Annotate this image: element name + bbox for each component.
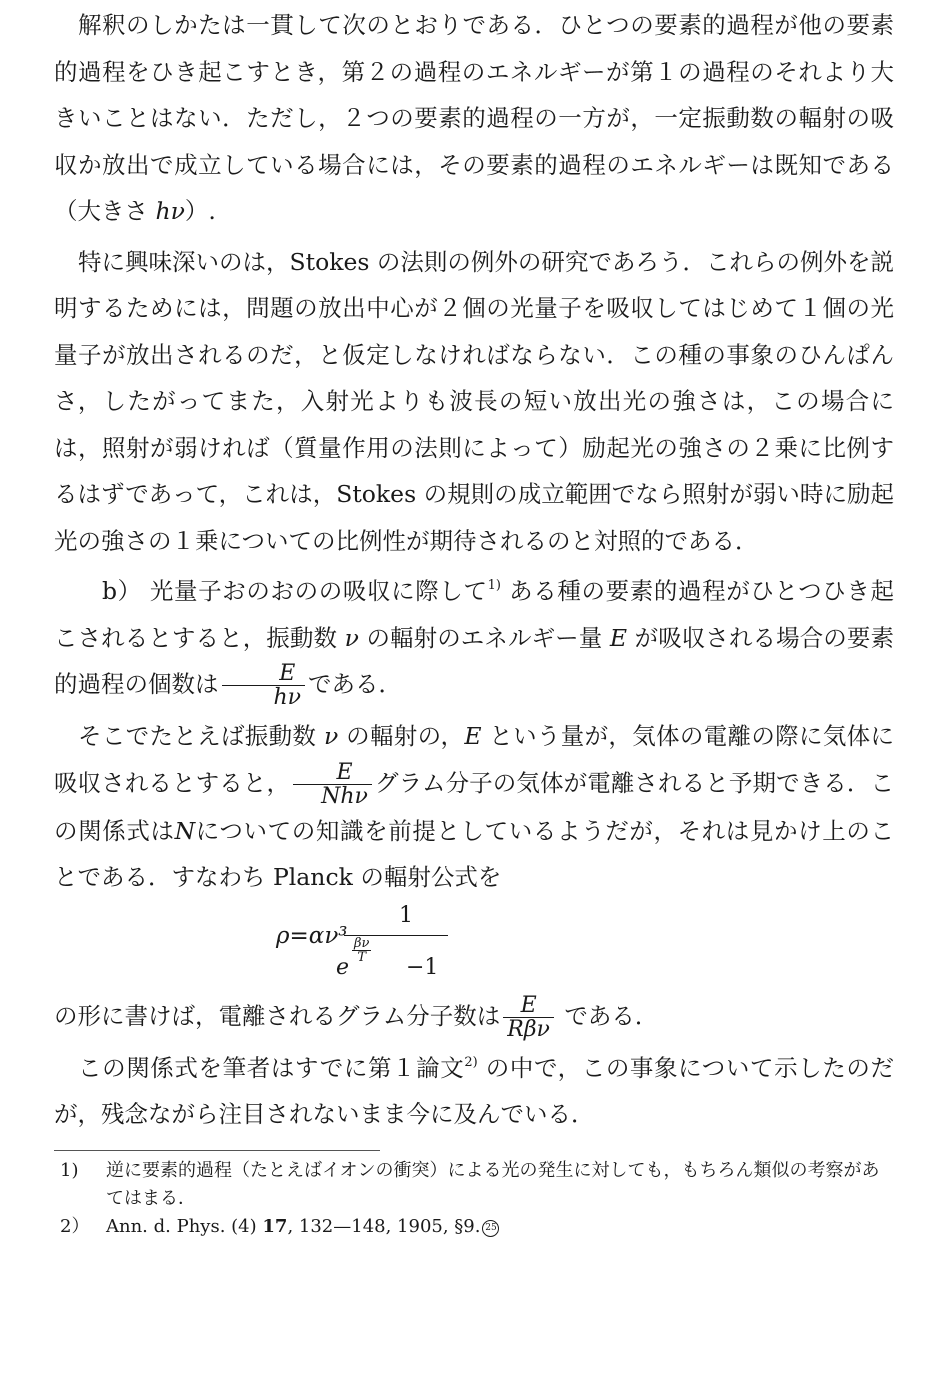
footnote-ref-2[interactable]: 2) — [464, 1054, 478, 1070]
fraction-E-over-h-nu — [222, 662, 306, 709]
math-E: E — [609, 623, 628, 652]
footnote-ref-1[interactable]: 1) — [487, 578, 501, 593]
paragraph-4-text-c: という量が，気体の電離の際に気体に吸収されるとすると， — [54, 722, 894, 797]
formula-e: e — [336, 954, 350, 980]
paragraph-2 — [54, 239, 894, 565]
citation-pages: , 132—148, 1905, §9. — [287, 1215, 481, 1237]
paragraph-1 — [54, 2, 894, 235]
math-nu: ν — [324, 722, 339, 751]
footnote-1 — [54, 1157, 894, 1213]
paragraph-4-text-a: そこでたとえば振動数 — [78, 722, 325, 751]
paragraph-3-text-a: b） 光量子おのおのの吸収に際して — [102, 577, 488, 605]
exponent-denominator: T — [357, 949, 367, 965]
paragraph-4-text-b: の輻射の， — [338, 722, 465, 751]
planck-formula — [54, 901, 894, 993]
citation-volume: 17 — [262, 1215, 288, 1237]
page — [54, 0, 894, 1241]
paragraph-3-text-b: ある種の要素的過程がひとつひき起こされるとすると，振動数 — [54, 577, 895, 652]
paragraph-5-text-b: である． — [556, 1001, 659, 1030]
footnote-text — [106, 1213, 894, 1241]
paragraph-3-text-e: である． — [308, 670, 403, 698]
fraction-E-over-N-h-nu — [293, 761, 372, 808]
formula-lhs: ρ=αν³ — [276, 922, 348, 949]
paragraph-1-text: 解釈のしかたは一貫して次のとおりである．ひとつの要素的過程が他の要素的過程をひき起こすとき，第２の過程のエネルギーが第１の過程のそれより大きいことはない．ただし，２つの要素的過程の一方が，一定振動数の輻射の吸収か放出で成立している場合には，その要素的過程のエネルギーは既知である（大きさ — [54, 11, 894, 225]
formula-numerator: 1 — [399, 902, 413, 928]
footnote-number: 1) — [60, 1159, 79, 1181]
math-h-nu: hν — [155, 197, 185, 225]
circled-number-icon: 25 — [482, 1220, 499, 1237]
fraction-numerator: E — [222, 662, 306, 686]
footnote-text: 逆に要素的過程（たとえばイオンの衝突）による光の発生に対しても，もちろん類似の考察があてはまる． — [106, 1159, 880, 1209]
footnote-number: 2） — [60, 1215, 90, 1237]
footnotes — [54, 1157, 894, 1241]
math-N: N — [174, 816, 196, 845]
paragraph-3-text-c: の輻射のエネルギー量 — [358, 623, 610, 652]
fraction-denominator: hν — [273, 685, 302, 710]
paragraph-6-text-b: の中で，この事象について示したのだが，残念ながら注目されないまま今に及んでいる． — [54, 1053, 894, 1129]
paragraph-5 — [54, 993, 894, 1041]
footnote-divider — [54, 1150, 380, 1151]
formula-exponent — [352, 937, 371, 964]
fraction-denominator: Rβν — [507, 1016, 550, 1042]
fraction-numerator: E — [503, 994, 554, 1018]
paragraph-3-text-d: が吸収される場合の要素的過程の個数は — [54, 623, 894, 698]
citation-journal: Ann. d. Phys. (4) — [106, 1215, 263, 1237]
paragraph-3 — [54, 568, 894, 709]
fraction-denominator: Nhν — [321, 783, 368, 809]
paragraph-2-text: 特に興味深いのは，Stokes の法則の例外の研究であろう．これらの例外を説明するためには，問題の放出中心が２個の光量子を吸収してはじめて１個の光量子が放出されるのだ，と仮定しなければならない．この種の事象のひんぱんさ，したがってまた，入射光よりも波長の短い放出光の強さは，この場合には，照射が弱ければ（質量作用の法則によって）励起光の強さの２乗に比例するはずであって，これは，Stokes の規則の成立範囲でなら照射が弱い時に励起光の強さの１乗についての比例性が期待されるのと対照的である． — [54, 247, 894, 555]
footnote-2 — [54, 1213, 894, 1241]
formula-minus-one: −1 — [406, 954, 439, 980]
paragraph-6 — [54, 1045, 894, 1138]
paragraph-1-end: ）. — [184, 197, 216, 225]
math-E: E — [464, 722, 482, 751]
math-nu: ν — [344, 623, 359, 652]
exponent-numerator: βν — [354, 935, 370, 951]
paragraph-6-text-a: この関係式を筆者はすでに第１論文 — [78, 1053, 465, 1082]
paragraph-4-text-d: グラム分子の気体が電離されると予期できる．この関係式は — [54, 768, 895, 845]
paragraph-5-text-a: の形に書けば，電離されるグラム分子数は — [54, 1001, 501, 1030]
fraction-numerator: E — [293, 761, 372, 785]
fraction-E-over-R-beta-nu — [503, 994, 554, 1041]
paragraph-4 — [54, 713, 894, 901]
paragraph-4-text-e: についての知識を前提としているようだが，それは見かけ上のことである．すなわち Planck の輻射公式を — [54, 816, 895, 892]
